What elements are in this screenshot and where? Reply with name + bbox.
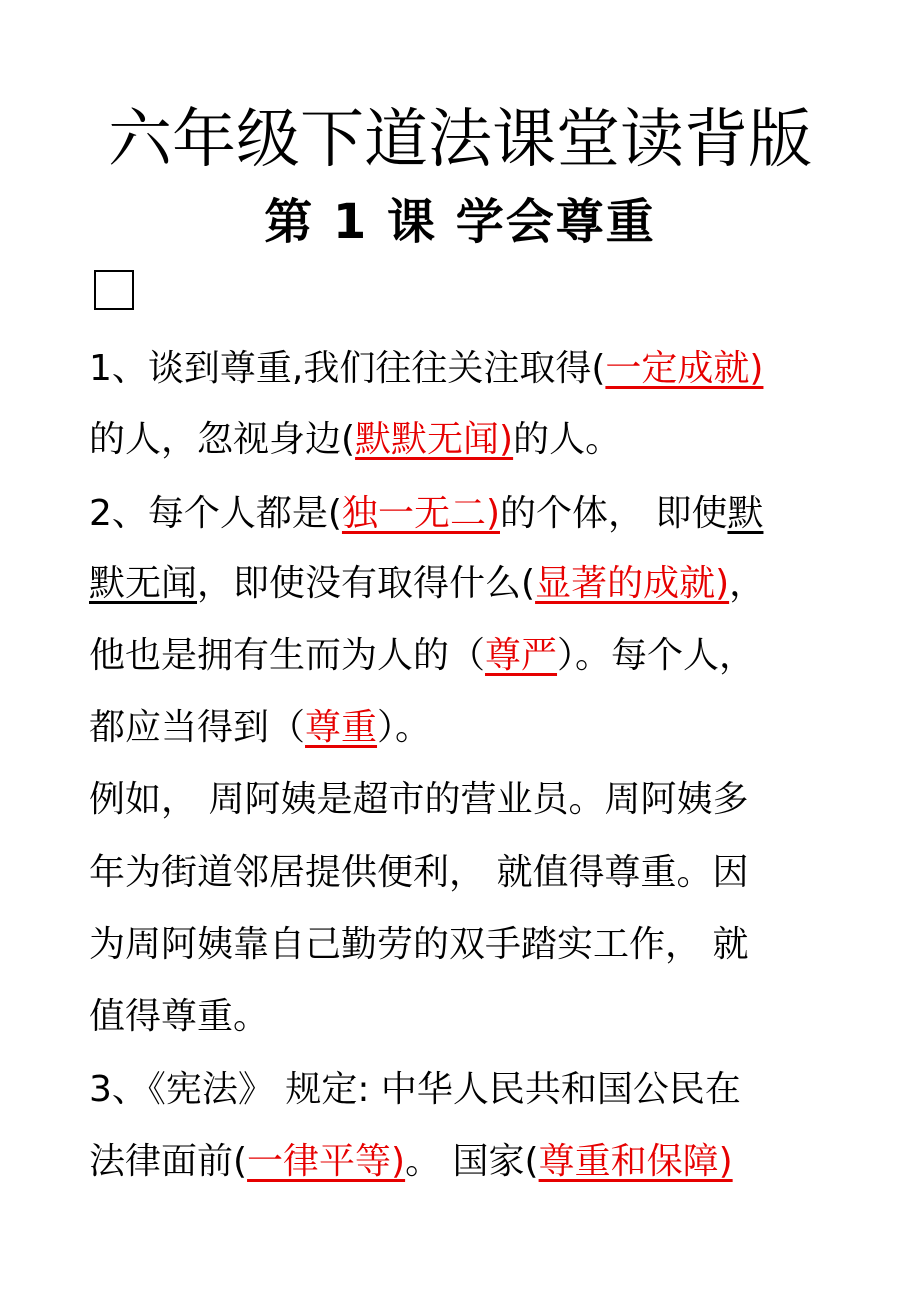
body-text: 3、《宪法》 规定: 中华人民共和国公民在 <box>89 1069 741 1110</box>
body-text: 。 国家( <box>405 1141 539 1182</box>
answer-text: 一定成就) <box>605 348 764 389</box>
document-title: 六年级下道法课堂读背版 <box>108 103 812 177</box>
body-text: 为周阿姨靠自己勤劳的双手踏实工作， 就 <box>89 924 749 965</box>
text-line <box>89 632 849 680</box>
answer-text: 默默无闻) <box>355 419 514 460</box>
body-text: ，即使没有取得什么( <box>197 563 536 604</box>
body-text: 的人，忽视身边( <box>89 419 356 460</box>
body-text: 2、每个人都是( <box>89 493 342 534</box>
answer-text: 显著的成就) <box>535 563 730 604</box>
body-text: 的个体， 即使 <box>500 493 728 534</box>
underlined-text: 默 <box>727 493 764 534</box>
body-text: 他也是拥有生而为人的（ <box>89 635 486 676</box>
body-text: 法律面前( <box>89 1141 248 1182</box>
text-line <box>89 1066 849 1114</box>
body-text: ）。每个人， <box>557 635 756 676</box>
text-line <box>89 1138 849 1186</box>
text-line <box>89 993 849 1041</box>
answer-text: 独一无二) <box>341 493 500 534</box>
body-text: 都应当得到（ <box>89 707 306 748</box>
text-line <box>89 345 849 393</box>
text-line <box>89 490 849 538</box>
text-line <box>89 849 849 897</box>
body-text: 的人。 <box>513 419 622 460</box>
body-text: ， <box>729 563 766 604</box>
body-text: 例如， 周阿姨是超市的营业员。周阿姨多 <box>89 779 749 820</box>
answer-text: 尊严 <box>485 635 558 676</box>
checkbox[interactable] <box>94 270 134 310</box>
text-line <box>89 416 849 464</box>
answer-text: 尊重和保障) <box>538 1141 733 1182</box>
body-text: 年为街道邻居提供便利， 就值得尊重。因 <box>89 852 749 893</box>
underlined-text: 默无闻 <box>89 563 198 604</box>
body-text: 1、谈到尊重,我们往往关注取得( <box>89 348 606 389</box>
lesson-title: 第 1 课 学会尊重 <box>264 194 656 250</box>
text-line <box>89 776 849 824</box>
text-line <box>89 560 849 608</box>
body-text: ）。 <box>377 707 432 748</box>
answer-text: 一律平等) <box>247 1141 406 1182</box>
text-line <box>89 921 849 969</box>
body-text: 值得尊重。 <box>89 996 270 1037</box>
answer-text: 尊重 <box>305 707 378 748</box>
text-line <box>89 704 849 752</box>
